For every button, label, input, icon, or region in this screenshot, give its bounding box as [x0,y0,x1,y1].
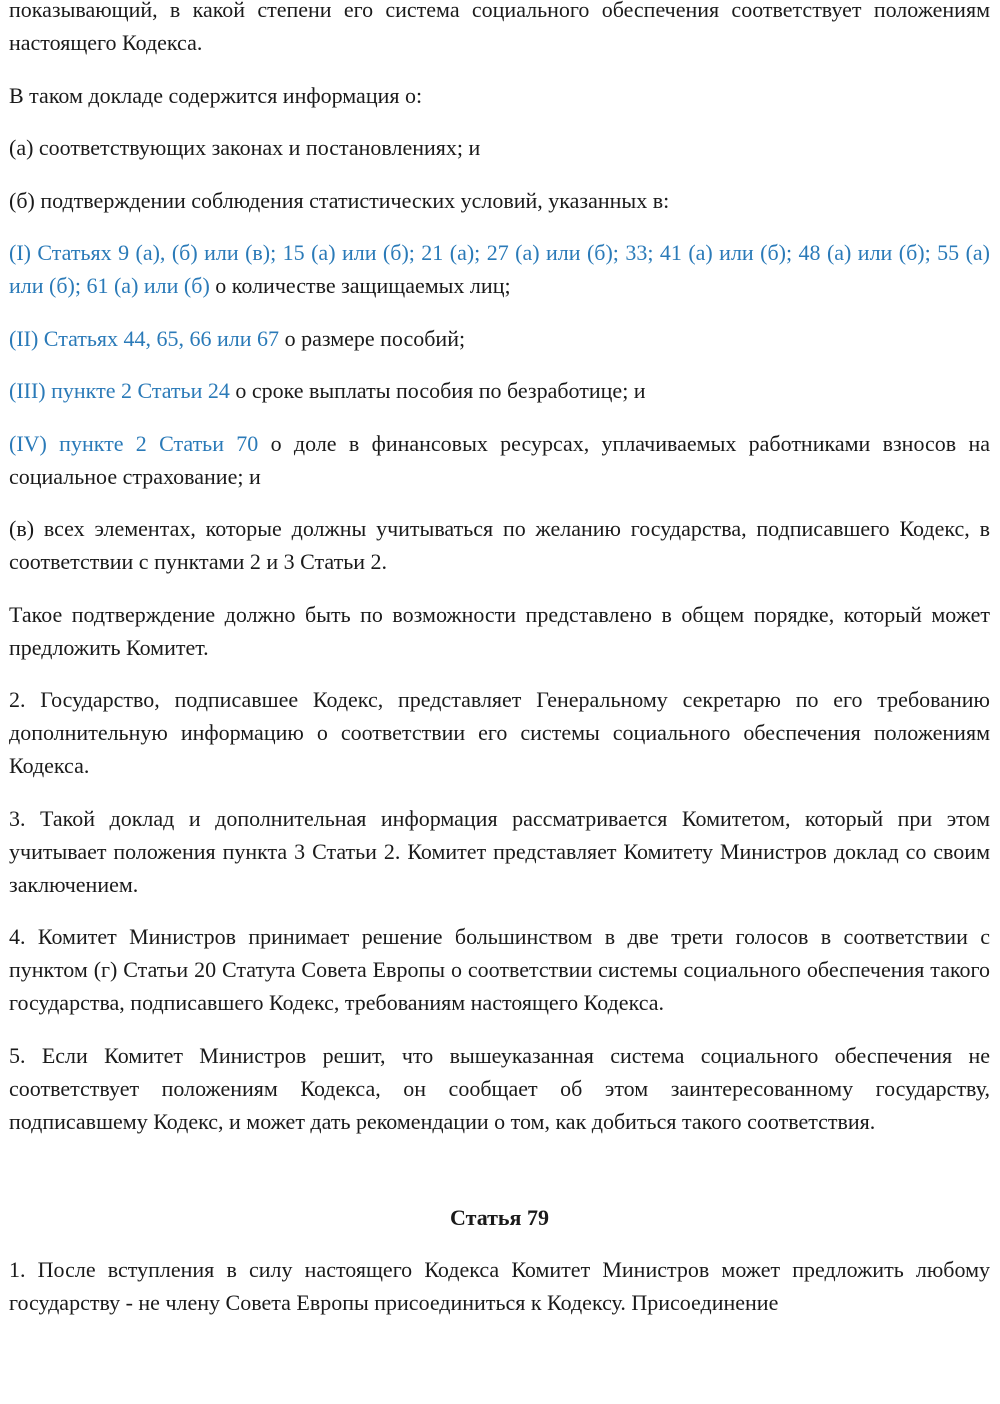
paragraph-point-3: 3. Такой доклад и дополнительная информация рассматривается Комитетом, который при этом учитывает положения пункта 3 Статьи 2. Комитет представляет Комитету Министров доклад со своим заключением. [9,805,990,897]
paragraph-item-iii [9,374,990,407]
paragraph-continuation: показывающий, в какой степени его система социального обеспечения соответствует положениям настоящего Кодекса. [9,0,990,55]
article-link-iii[interactable]: (III) пункте 2 Статьи 24 [9,378,230,403]
paragraph-item-i-text: о количестве защищаемых лиц; [209,273,511,298]
article-heading: Статья 79 [450,1204,549,1230]
paragraph-item-i [9,236,990,302]
paragraph-report-info: В таком докладе содержится информация о: [9,82,423,108]
paragraph-item-a: (а) соответствующих законах и постановлениях; и [9,135,481,160]
paragraph-item-iv [9,427,990,493]
paragraph-point-4: 4. Комитет Министров принимает решение большинством в две трети голосов в соответствии с пунктом (г) Статьи 20 Статута Совета Европы о соответствии системы социального обеспечения такого государства, подписавшего Кодекс, требованиям настоящего Кодекса. [9,924,990,1015]
article-link-i[interactable]: (I) Статьях 9 (а), (б) или (в); 15 (а) или (б); 21 (а); 27 (а) или (б); 33; 41 (а) или (б); 48 (а) или (б); 55 (а) или (б); 61 (а) или (б) [9,240,990,298]
paragraph-item-iv-text: о доле в финансовых ресурсах, уплачиваемых работниками взносов на социальное страхование; и [9,430,991,489]
paragraph-point-5: 5. Если Комитет Министров решит, что вышеуказанная система социального обеспечения не соответствует положениям Кодекса, он сообщает об этом заинтересованному государству, подписавшему Кодекс, и может дать рекомендации о том, как добиться такого соответствия. [9,1042,990,1134]
paragraph-point-2: 2. Государство, подписавшее Кодекс, представляет Генеральному секретарю по его требованию дополнительную информацию о соответствии его системы социального обеспечения положениям Кодекса. [9,687,990,778]
paragraph-item-iii-text: о сроке выплаты пособия по безработице; и [229,378,646,403]
document-page [9,0,990,1339]
paragraph-item-c: (в) всех элементах, которые должны учитываться по желанию государства, подписавшего Кодекс, в соответствии с пунктами 2 и 3 Статьи 2. [9,516,990,574]
paragraph-item-ii [9,322,990,355]
paragraph-confirmation: Такое подтверждение должно быть по возможности представлено в общем порядке, который может предложить Комитет. [9,601,990,660]
paragraph-article-79-point-1: 1. После вступления в силу настоящего Кодекса Комитет Министров может предложить любому государству - не члену Совета Европы присоединиться к Кодексу. Присоединение [9,1257,990,1315]
paragraph-item-b: (б) подтверждении соблюдения статистических условий, указанных в: [9,187,670,213]
paragraph-item-ii-text: о размере пособий; [279,325,466,351]
article-link-ii[interactable]: (II) Статьях 44, 65, 66 или 67 [9,325,280,351]
article-link-iv[interactable]: (IV) пункте 2 Статьи 70 [9,430,259,456]
